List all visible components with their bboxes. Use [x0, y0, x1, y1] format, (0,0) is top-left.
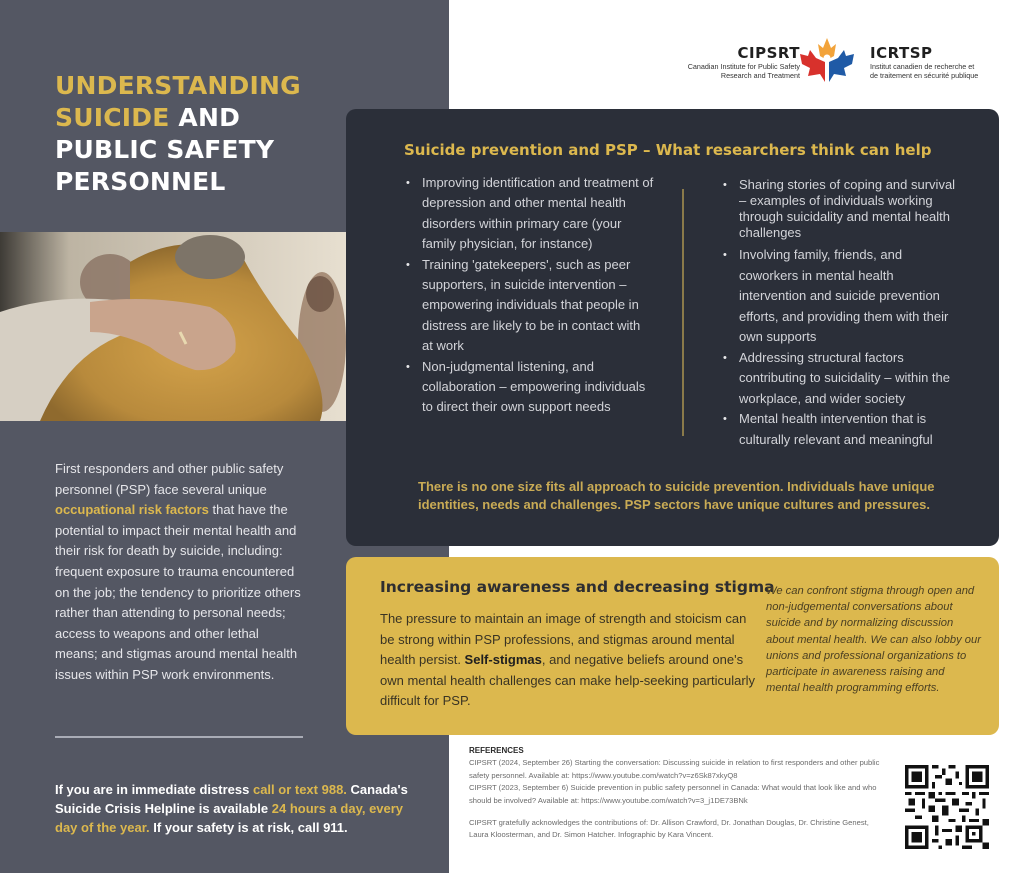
helpline-callout: [55, 780, 415, 837]
photo-illustration: [0, 232, 346, 421]
helpline-text-3: If your safety is at risk, call 911.: [149, 820, 348, 835]
helpline-availability: 24 hours a day, every day of the year.: [55, 801, 404, 835]
acknowledgement: CIPSRT gratefully acknowledges the contributions of: Dr. Allison Crawford, Dr. Jonathan Douglas, Dr. Christine Genest, Laura Kloosterman, and Dr. Simon Hatcher. Infographic by Kara Vincent.: [469, 818, 869, 840]
title-line4: PERSONNEL: [55, 167, 226, 196]
reference-item: CIPSRT (2024, September 26) Starting the conversation: Discussing suicide in relation to first responders and other public safety personnel. Available at: https://www.youtube.com/watch?v=z6Sk87xkyQ8: [469, 758, 880, 780]
logo-fr-name: ICRTSP: [870, 44, 933, 62]
stigma-text-1: The pressure to maintain an image of strength and stoicism can be strong within PSP professions, and stigmas around mental health persist.: [380, 611, 747, 668]
stigma-card: [346, 557, 999, 735]
list-item: • Involving family, friends, and coworkers in mental health intervention and suicide prevention efforts, and providing them with their own supports: [721, 245, 961, 348]
prevention-heading: Suicide prevention and PSP – What researchers think can help: [404, 141, 932, 159]
stigma-bold-term: Self-stigmas: [464, 652, 542, 668]
reference-item: CIPSRT (2023, September 6) Suicide prevention in public safety personnel in Canada: What would that look like and who should be involved? Available at: https://www.youtube.com/watch?v=3_j1DE73BNk: [469, 783, 877, 805]
cipsrt-logo: [660, 36, 990, 90]
intro-text-2: that have the potential to impact their mental health and their risk for death by suicide, including: frequent exposure to trauma encountered on the job; the tendency to prioritize others rather than attending to personal needs; access to weapons and other lethal means; and stigmas around mental health issues within PSP work environments.: [55, 502, 301, 682]
stigma-quote: We can confront stigma through open and non-judgemental conversations about suicide and by normalizing discussion about mental health. We can also lobby our unions and professional organizations to participate in awareness raising and mental health programming efforts.: [766, 585, 981, 695]
references-title: REFERENCES: [469, 746, 524, 755]
prevention-note: There is no one size fits all approach to suicide prevention. Individuals have unique identities, needs and challenges. PSP sectors have unique cultures and pressures.: [418, 479, 935, 512]
title-line2-rest: AND: [169, 103, 241, 132]
list-item: • Mental health intervention that is culturally relevant and meaningful: [721, 409, 961, 450]
helpline-call-988: call or text 988.: [252, 782, 347, 797]
title-highlight-2: SUICIDE: [55, 103, 170, 132]
intro-text-1: First responders and other public safety personnel (PSP) face several unique: [55, 461, 284, 497]
qr-code[interactable]: [905, 765, 989, 849]
maple-leaf-icon: [798, 36, 856, 86]
logo-en-name: CIPSRT: [737, 44, 800, 62]
logo-fr-sub1: Institut canadien de recherche et: [870, 62, 975, 71]
logo-en-sub2: Research and Treatment: [720, 71, 800, 80]
list-item: • Training 'gatekeepers', such as peer supporters, in suicide intervention – empowering individuals that people in distress are likely to be in contact with at work: [404, 255, 654, 357]
helpline-text-2: Canada's Suicide Crisis Helpline is available: [55, 782, 408, 816]
list-item: • Non-judgmental listening, and collaboration – empowering individuals to direct their own support needs: [404, 357, 654, 418]
column-divider: [682, 189, 684, 436]
stigma-body: [380, 609, 760, 712]
logo-fr-sub2: de traitement en sécurité publique: [870, 71, 979, 80]
intro-highlight: occupational risk factors: [55, 502, 209, 518]
logo-french: [870, 44, 978, 80]
logo-en-sub1: Canadian Institute for Public Safety: [687, 62, 800, 71]
intro-paragraph: [55, 459, 305, 686]
logo-english: [688, 44, 800, 80]
list-item: • Addressing structural factors contributing to suicidality – within the workplace, and wider society: [721, 348, 961, 410]
page-title: [55, 70, 345, 198]
title-highlight-1: UNDERSTANDING: [55, 71, 301, 100]
helpline-text-1: If you are in immediate distress: [55, 782, 253, 797]
references: [469, 745, 889, 842]
stigma-text-2: , and negative beliefs around one's own mental health challenges can make help-seeking particularly difficult for PSP.: [380, 652, 756, 709]
list-item: • Sharing stories of coping and survival – examples of individuals working through suicidality and mental health challenges: [721, 177, 961, 241]
title-line3: PUBLIC SAFETY: [55, 135, 275, 164]
hug-photo: [0, 232, 346, 421]
left-divider: [55, 736, 303, 738]
stigma-heading: Increasing awareness and decreasing stigma: [380, 578, 775, 596]
prevention-list-right: [721, 177, 961, 450]
list-item: • Improving identification and treatment of depression and other mental health disorders within primary care (your family physician, for instance): [404, 173, 654, 255]
prevention-card: [346, 109, 999, 546]
prevention-list-left: [404, 173, 654, 418]
